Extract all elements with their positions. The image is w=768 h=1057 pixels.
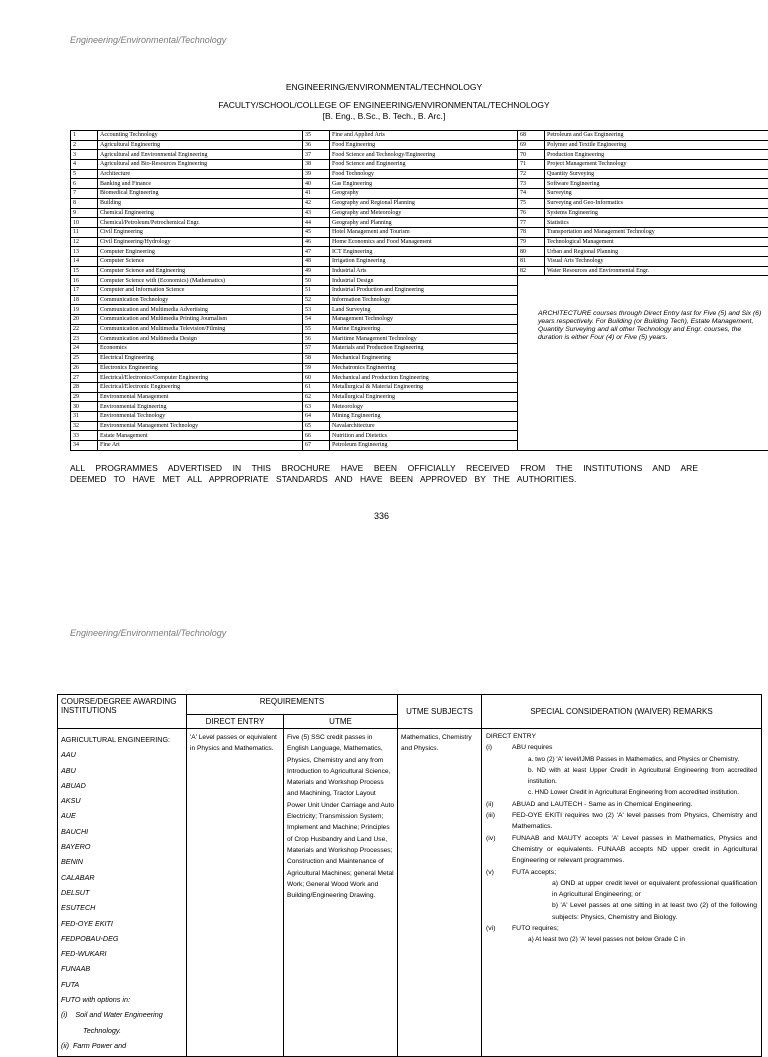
programme-name: Mechanical Engineering: [330, 353, 518, 363]
remark-label: (vi): [486, 923, 512, 934]
remark-text: b. ND with at least Upper Credit in Agricultural Engineering from accredited institution.: [512, 765, 757, 788]
programme-name: Food Technology: [330, 169, 518, 179]
programme-number: 29: [71, 392, 98, 402]
programme-name: Maritime Management Technology: [330, 334, 518, 344]
programme-name: Production Engineering: [545, 150, 768, 160]
programme-name: Civil Engineering: [98, 227, 303, 237]
header-utme-subjects: UTME SUBJECTS: [398, 695, 482, 729]
remark-text: FUTO requires;: [512, 923, 559, 934]
header-direct-entry: DIRECT ENTRY: [187, 715, 284, 729]
programme-number: 6: [71, 179, 98, 189]
programme-number: 17: [71, 286, 98, 296]
programme-name: Geography and Meteorology: [330, 208, 518, 218]
institution-item: AUE: [61, 808, 183, 823]
programme-number: 48: [303, 256, 330, 266]
programme-row: [71, 198, 768, 208]
institution-item: ABU: [61, 763, 183, 778]
programmes-table: [70, 130, 768, 451]
programme-number: 16: [71, 276, 98, 286]
programme-name: Environmental Management: [98, 392, 303, 402]
programme-number: 65: [303, 421, 330, 431]
programme-name: Computer Science and Engineering: [98, 266, 303, 276]
programme-row: [71, 218, 768, 228]
programme-row: [71, 160, 768, 170]
programme-number: 45: [303, 227, 330, 237]
programme-row: [71, 169, 768, 179]
programme-name: Gas Engineering: [330, 179, 518, 189]
programme-name: Communication and Multimedia Design: [98, 334, 303, 344]
institution-option: Technology.: [61, 1023, 183, 1038]
institutions-cell: [58, 729, 187, 1057]
programme-number: 71: [518, 160, 545, 170]
programme-number: 66: [303, 431, 330, 441]
programme-name: Project Management Technology: [545, 160, 768, 170]
programme-number: 22: [71, 324, 98, 334]
programme-number: 60: [303, 373, 330, 383]
programme-name: Software Engineering: [545, 179, 768, 189]
remark-item: [486, 900, 757, 923]
remark-item: [486, 787, 757, 798]
programme-name: Water Resources and Environmental Engr.: [545, 266, 768, 276]
programme-number: 70: [518, 150, 545, 160]
remarks-heading: DIRECT ENTRY: [486, 731, 757, 742]
institution-item: ABUAD: [61, 778, 183, 793]
programme-name: Food Science and Engineering: [330, 160, 518, 170]
programme-name: Environmental Management Technology: [98, 421, 303, 431]
institution-option: (ii) Farm Power and: [61, 1038, 183, 1053]
programme-name: Food Science and Technology/Engineering: [330, 150, 518, 160]
programme-name: Polymer and Textile Engineering: [545, 140, 768, 150]
remark-label: [486, 878, 512, 901]
faculty-title: FACULTY/SCHOOL/COLLEGE OF ENGINEERING/ENVIRONMENTAL/TECHNOLOGY: [0, 100, 768, 110]
institution-item: FUTA: [61, 977, 183, 992]
remark-text: FED-OYE EKITI requires two (2) 'A' level passes from Physics, Chemistry and Mathematics.: [512, 810, 757, 833]
remark-label: (iii): [486, 810, 512, 833]
institution-item: CALABAR: [61, 870, 183, 885]
programme-name: Electronics Engineering: [98, 363, 303, 373]
programme-name: Communication and Multimedia Television/Filming: [98, 324, 303, 334]
programme-number: 35: [303, 131, 330, 141]
programme-number: 79: [518, 237, 545, 247]
institution-item: FED-OYE EKITI: [61, 916, 183, 931]
programme-name: Communication Technology: [98, 295, 303, 305]
programme-number: 43: [303, 208, 330, 218]
programme-number: 19: [71, 305, 98, 315]
page-title: ENGINEERING/ENVIRONMENTAL/TECHNOLOGY: [0, 82, 768, 92]
programme-name: Petroleum Engineering: [330, 441, 518, 451]
remark-label: [486, 900, 512, 923]
programme-row: [71, 189, 768, 199]
programme-name: Navalarchitecture: [330, 421, 518, 431]
programme-name: Building: [98, 198, 303, 208]
programme-name: Banking and Finance: [98, 179, 303, 189]
programme-number: 75: [518, 198, 545, 208]
programme-row: [71, 140, 768, 150]
institution-item: FEDPOBAU-DEG: [61, 931, 183, 946]
programme-name: Quantity Surveying: [545, 169, 768, 179]
programme-name: Agricultural and Bio-Resources Engineering: [98, 160, 303, 170]
remark-item: [486, 742, 757, 753]
programme-number: 7: [71, 189, 98, 199]
remark-text: a) At least two (2) 'A' level passes not below Grade C in: [512, 934, 685, 945]
remark-label: (i): [486, 742, 512, 753]
official-statement-line2: DEEMED TO HAVE MET ALL APPROPRIATE STANDARDS AND HAVE BEEN APPROVED BY THE AUTHORITIES.: [70, 474, 576, 485]
programme-number: 69: [518, 140, 545, 150]
programme-number: 20: [71, 315, 98, 325]
programme-number: 53: [303, 305, 330, 315]
remark-label: [486, 765, 512, 788]
programme-name: Land Surveying: [330, 305, 518, 315]
programme-name: Estate Management: [98, 431, 303, 441]
institution-item: BENIN: [61, 854, 183, 869]
programme-number: 82: [518, 266, 545, 276]
programme-name: Mechatronics Engineering: [330, 363, 518, 373]
programme-name: Home Economics and Food Management: [330, 237, 518, 247]
programme-name: Agricultural Engineering: [98, 140, 303, 150]
programme-number: 80: [518, 247, 545, 257]
programme-row: [71, 150, 768, 160]
programme-number: 32: [71, 421, 98, 431]
programme-row: [71, 131, 768, 141]
programme-number: 10: [71, 218, 98, 228]
architecture-note: ARCHITECTURE courses through Direct Entry last for Five (5) and Six (6) years respectively. For Building (or Building Tech), Estate Management, Quantity Surveying and all other Technology and Engr. courses, the duration is either Four (4) or Five (5) years.: [518, 276, 768, 450]
programme-number: 24: [71, 344, 98, 354]
programme-number: 61: [303, 382, 330, 392]
programme-name: Materials and Production Engineering: [330, 344, 518, 354]
programme-name: Computer Science: [98, 256, 303, 266]
programme-row: [71, 247, 768, 257]
remark-text: FUTA accepts;: [512, 867, 556, 878]
programme-number: 63: [303, 402, 330, 412]
programme-number: 18: [71, 295, 98, 305]
programme-name: Computer Science with (Economics) (Mathematics): [98, 276, 303, 286]
programme-name: Marine Engineering: [330, 324, 518, 334]
remark-label: [486, 787, 512, 798]
programme-number: 5: [71, 169, 98, 179]
programme-name: ICT Engineering: [330, 247, 518, 257]
remark-text: ABUAD and LAUTECH - Same as in Chemical Engineering.: [512, 799, 693, 810]
programme-name: Meteorology: [330, 402, 518, 412]
programme-name: Transportation and Management Technology: [545, 227, 768, 237]
programme-name: Food Engineering: [330, 140, 518, 150]
programme-name: Civil Engineering/Hydrology: [98, 237, 303, 247]
programme-number: 54: [303, 315, 330, 325]
programme-number: 46: [303, 237, 330, 247]
remark-item: [486, 878, 757, 901]
programme-number: 26: [71, 363, 98, 373]
programme-number: 31: [71, 411, 98, 421]
remark-label: [486, 754, 512, 765]
remark-label: [486, 934, 512, 945]
institution-item: FED-WUKARI: [61, 946, 183, 961]
programme-number: 58: [303, 353, 330, 363]
running-head-second: Engineering/Environmental/Technology: [70, 628, 226, 638]
institution-item: DELSUT: [61, 885, 183, 900]
programme-number: 13: [71, 247, 98, 257]
remark-label: (ii): [486, 799, 512, 810]
header-remarks: SPECIAL CONSIDERATION (WAIVER) REMARKS: [482, 695, 762, 729]
institution-item: FUTO with options in:: [61, 992, 183, 1007]
programme-number: 51: [303, 286, 330, 296]
course-heading: AGRICULTURAL ENGINEERING:: [61, 732, 183, 747]
programme-name: Agricultural and Environmental Engineering: [98, 150, 303, 160]
remark-text: a. two (2) 'A' level/IJMB Passes in Mathematics, and Physics or Chemistry.: [512, 754, 739, 765]
utme-subjects-cell: Mathematics, Chemistry and Physics.: [398, 729, 482, 1057]
remark-item: [486, 799, 757, 810]
programme-name: Petroleum and Gas Engineering: [545, 131, 768, 141]
programme-name: Metallurgical Engineering: [330, 392, 518, 402]
programme-name: Nutrition and Dietetics: [330, 431, 518, 441]
programme-name: Hotel Management and Tourism: [330, 227, 518, 237]
programme-name: Communication and Multimedia Printing Journalism: [98, 315, 303, 325]
header-course: COURSE/DEGREE AWARDING INSTITUTIONS: [58, 695, 187, 729]
remark-item: [486, 765, 757, 788]
programme-name: Mining Engineering: [330, 411, 518, 421]
header-utme: UTME: [284, 715, 398, 729]
programme-name: Geography and Regional Planning: [330, 198, 518, 208]
programme-number: 12: [71, 237, 98, 247]
programme-name: Computer Engineering: [98, 247, 303, 257]
institution-option: (i) Soil and Water Engineering: [61, 1007, 183, 1022]
remark-text: b) 'A' Level passes at one sitting in at least two (2) of the following subjects: Physics, Chemistry and Biology.: [512, 900, 757, 923]
programme-name: Geography and Planning: [330, 218, 518, 228]
remark-label: (iv): [486, 833, 512, 867]
running-head-top: Engineering/Environmental/Technology: [70, 35, 226, 45]
programme-name: Environmental Engineering: [98, 402, 303, 412]
programme-number: 42: [303, 198, 330, 208]
remarks-cell: [482, 729, 762, 1057]
programme-name: Industrial Production and Engineering: [330, 286, 518, 296]
programme-row: [71, 227, 768, 237]
programme-number: 4: [71, 160, 98, 170]
programme-number: 40: [303, 179, 330, 189]
programme-row: [71, 237, 768, 247]
programme-number: 73: [518, 179, 545, 189]
programme-name: Management Technology: [330, 315, 518, 325]
programme-number: 49: [303, 266, 330, 276]
header-requirements: REQUIREMENTS: [187, 695, 398, 715]
programme-name: Mechanical and Production Engineering: [330, 373, 518, 383]
programme-number: 33: [71, 431, 98, 441]
programme-number: 81: [518, 256, 545, 266]
programme-name: Economics: [98, 344, 303, 354]
direct-entry-cell: 'A' Level passes or equivalent in Physics and Mathematics.: [187, 729, 284, 1057]
programme-name: Surveying and Geo-Informatics: [545, 198, 768, 208]
programme-number: 72: [518, 169, 545, 179]
programme-number: 68: [518, 131, 545, 141]
remark-text: ABU requires: [512, 742, 552, 753]
programme-number: 77: [518, 218, 545, 228]
programme-number: 15: [71, 266, 98, 276]
remark-text: c. HND Lower Credit in Agricultural Engineering from accredited institution.: [512, 787, 739, 798]
programme-number: 38: [303, 160, 330, 170]
institution-item: BAYERO: [61, 839, 183, 854]
programme-number: 50: [303, 276, 330, 286]
programme-row: [71, 276, 768, 286]
programme-number: 27: [71, 373, 98, 383]
programme-name: Chemical Engineering: [98, 208, 303, 218]
remark-text: FUNAAB and MAUTY accepts 'A' Level passes in Mathematics, Physics and Chemistry or equivalents. FUNAAB accepts ND upper credit in Agricultural Engineering or relevant programmes.: [512, 833, 757, 867]
page-number: 336: [374, 511, 389, 521]
programme-name: Statistics: [545, 218, 768, 228]
programme-number: 36: [303, 140, 330, 150]
programme-name: Architecture: [98, 169, 303, 179]
programme-name: Surveying: [545, 189, 768, 199]
programme-name: Electrical/Electronic Engineering: [98, 382, 303, 392]
programme-name: Electrical Engineering: [98, 353, 303, 363]
programme-number: 52: [303, 295, 330, 305]
utme-cell: Five (5) SSC credit passes in English Language, Mathematics, Physics, Chemistry and any from Introduction to Agricultural Science, Materials and Workshop Process and Machining, Tractor Layout Power Unit Under Carriage and Auto Electricity; Transmission System; Implement and Machine; Principles of Crop Husbandry and Land Use, Materials and Workshop Processes; Construction and Maintenance of Agricultural Machines; general Metal Work; General Wood Work and Building/Engineering Drawing.: [284, 729, 398, 1057]
programme-name: Chemical/Petroleum/Petrochemical Engr.: [98, 218, 303, 228]
programme-number: 39: [303, 169, 330, 179]
programme-number: 57: [303, 344, 330, 354]
programme-name: Computer and Information Science: [98, 286, 303, 296]
official-statement-line1: ALL PROGRAMMES ADVERTISED IN THIS BROCHURE HAVE BEEN OFFICIALLY RECEIVED FROM THE INSTITUTIONS AND ARE: [70, 463, 698, 474]
programme-number: 64: [303, 411, 330, 421]
programme-number: 76: [518, 208, 545, 218]
programme-number: 74: [518, 189, 545, 199]
programme-name: Urban and Regional Planning: [545, 247, 768, 257]
programme-name: Communication and Multimedia Advertising: [98, 305, 303, 315]
remark-item: [486, 754, 757, 765]
programme-number: 2: [71, 140, 98, 150]
programme-name: Information Technology: [330, 295, 518, 305]
programme-row: [71, 208, 768, 218]
remark-item: [486, 810, 757, 833]
programme-number: 9: [71, 208, 98, 218]
institution-item: ESUTECH: [61, 900, 183, 915]
programme-name: Visual Arts Technology: [545, 256, 768, 266]
institution-item: BAUCHI: [61, 824, 183, 839]
programme-name: Systems Engineering: [545, 208, 768, 218]
programme-number: 59: [303, 363, 330, 373]
programme-number: 23: [71, 334, 98, 344]
programme-row: [71, 179, 768, 189]
remark-item: [486, 923, 757, 934]
programme-number: 41: [303, 189, 330, 199]
remark-item: [486, 867, 757, 878]
programme-name: Environmental Technology: [98, 411, 303, 421]
programme-number: 30: [71, 402, 98, 412]
programme-number: 78: [518, 227, 545, 237]
programme-name: Irrigation Engineering: [330, 256, 518, 266]
programme-number: 11: [71, 227, 98, 237]
programme-name: Electrical/Electronics/Computer Engineering: [98, 373, 303, 383]
programme-number: 14: [71, 256, 98, 266]
programme-number: 34: [71, 441, 98, 451]
requirements-table: [57, 694, 762, 1057]
programme-name: Biomedical Engineering: [98, 189, 303, 199]
programme-number: 1: [71, 131, 98, 141]
institution-item: FUNAAB: [61, 961, 183, 976]
remark-label: (v): [486, 867, 512, 878]
programme-number: 47: [303, 247, 330, 257]
programme-name: Industrial Design: [330, 276, 518, 286]
programme-number: 55: [303, 324, 330, 334]
programme-number: 44: [303, 218, 330, 228]
programme-name: Fine Art: [98, 441, 303, 451]
programme-row: [71, 266, 768, 276]
programme-number: 28: [71, 382, 98, 392]
programme-name: Accounting Technology: [98, 131, 303, 141]
institution-item: AKSU: [61, 793, 183, 808]
programme-number: 37: [303, 150, 330, 160]
programme-name: Fine and Applied Arts: [330, 131, 518, 141]
programme-number: 8: [71, 198, 98, 208]
programme-number: 62: [303, 392, 330, 402]
programme-number: 56: [303, 334, 330, 344]
institution-item: AAU: [61, 747, 183, 762]
degree-list: [B. Eng., B.Sc., B. Tech., B. Arc.]: [0, 111, 768, 121]
programme-number: 3: [71, 150, 98, 160]
programme-number: 25: [71, 353, 98, 363]
programme-name: Metallurgical & Material Engineering: [330, 382, 518, 392]
remark-item: [486, 934, 757, 945]
remark-text: a) OND at upper credit level or equivalent professional qualification in Agricultural Engineering; or: [512, 878, 757, 901]
programme-name: Geography: [330, 189, 518, 199]
programme-name: Industrial Arts: [330, 266, 518, 276]
programme-number: 67: [303, 441, 330, 451]
remark-item: [486, 833, 757, 867]
programme-row: [71, 256, 768, 266]
programme-name: Technological Management: [545, 237, 768, 247]
